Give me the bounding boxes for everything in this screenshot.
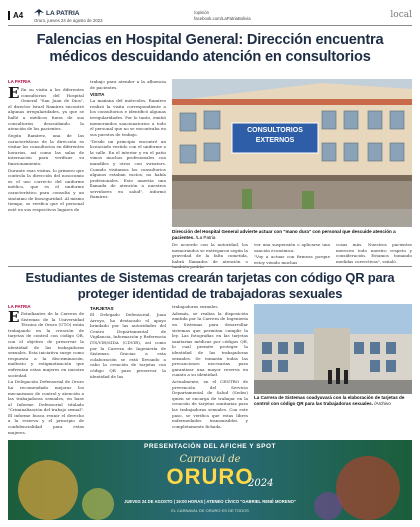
- article1-byline: LA PATRIA: [8, 79, 31, 84]
- paragraph: ver una suspensión o aplicarse una sanción económica.: [254, 242, 330, 253]
- sign-line1: CONSULTORIOS: [247, 127, 303, 134]
- dropcap: E: [8, 84, 20, 102]
- paragraph: trabajadoras sexuales.: [172, 304, 219, 309]
- article2-col2: [90, 304, 166, 437]
- article1-col2: [90, 79, 166, 257]
- article1-photo: [172, 79, 412, 227]
- subhead-visita: VISITA: [90, 92, 105, 98]
- condor-icon: [34, 9, 44, 17]
- article1-col4: [254, 242, 330, 265]
- article2-col1: [8, 308, 84, 437]
- article1-col5: [336, 242, 412, 262]
- paragraph: El Delegado Defensorial, Juan Arroyo, ha destacado el apoyo brindado por las autoridades del Centro Departamental de Vigilancia, Información y Referencia ITS/VIH/SIDA (CDVIR), así como por la Carrera de Ingeniería de Sistemas. Gracias a esta colaboración se está llevando a cabo la creación de tarjetas con código QR para preservar la identidad de las: [90, 312, 166, 379]
- caption-text: Dirección del Hospital General advierte actuar con "mano dura" con personal que descuide atención a pacientes.: [172, 229, 396, 240]
- article1-col3: [172, 242, 248, 270]
- ad-top-banner: PRESENTACIÓN DEL AFICHE Y SPOT: [143, 443, 277, 450]
- university-building-image: [254, 304, 412, 394]
- paragraph: "Voy a actuar con firmeza porque estoy viendo muchas: [254, 254, 330, 265]
- caption-credit: /Archivo: [374, 400, 391, 406]
- date-line: Oruro, jueves 24 de agosto de 2023: [34, 18, 103, 23]
- article2-caption: [254, 395, 412, 406]
- caption-credit: /La Patria: [195, 234, 216, 240]
- paragraph: Estudiantes de la Carrera de Sistemas de la Universidad Técnica de Oruro (UTO) están trabajando en la creación de tarjetas de control con código QR, con el objetivo de preservar la identidad de las trabajadoras sexuales. Esta iniciativa surge como respuesta a la discriminación, maltrato y estigmatización que enfrentan estas mujeres en nuestra sociedad.: [8, 311, 84, 378]
- divider: [8, 266, 412, 267]
- paragraph: Además, se realiza la disposición emitida por la Carrera de Ingeniería en Sistemas para desarrollar sistemas que permitan cumplir la ley. Las fotografías en las tarjetas sanitarias médicas por códigos QR, lo cual permite proteger la identidad de las trabajadoras sexuales. Se tomarán todas las precauciones necesarias para garantizar una mayor reserva en cuanto a su identidad.: [172, 310, 248, 378]
- ad-details: JUEVES 24 DE AGOSTO | 19:00 HORAS | ATENEO CÍVICO "GABRIEL RENÉ MORENO": [124, 499, 296, 504]
- paragraph: Actualmente, en el CENTRO de prevención del Servicio Departamental de Salud (Sedes) quien se encarga de trabajar en la creación de tarjetas sanitarias para las trabajadoras sexuales. Con este paso, se verifica que estas libres enfermedades transmisibles y completamente fichada.: [172, 379, 248, 429]
- dropcap: E: [8, 308, 20, 326]
- ad-year: 2024: [248, 478, 274, 489]
- carnaval-ad: [8, 440, 412, 520]
- subhead-tarjetas: TARJETAS: [90, 306, 114, 311]
- article2-col3: [172, 304, 248, 437]
- section-label: local: [390, 10, 412, 20]
- masthead-logo: [34, 9, 79, 17]
- masthead-text: LA PATRIA: [46, 9, 80, 17]
- article1-col1: [8, 84, 84, 257]
- article2-photo: [254, 304, 412, 394]
- paragraph: Durante esas visitas, lo primero que controla la dirección del nosocomio es el uso correcto del uniforme médico, que es el uniforme característico para consulta y un sinónimo de bioseguridad. Al mismo tiempo, se verifica que el personal esté en sus respectivos lugares de: [8, 167, 84, 212]
- paragraph: De acuerdo con la autoridad, los memorandos se entregaron según la gravedad de la falta cometida, habrá llamados de atención o también podría: [172, 242, 248, 270]
- article2-byline: LA PATRIA: [8, 304, 31, 309]
- paragraph: cosas más. Nuestros pacientes merecen todo nuestro respeto y consideración. Estamos tomando medidas correctivas", señaló.: [336, 242, 412, 264]
- facebook-label: /opinión: [194, 10, 210, 15]
- ad-footer: EL CARNAVAL DE ORURO ES DE TODOS: [171, 508, 249, 513]
- hospital-building-image: [172, 79, 412, 227]
- article1-headline: Falencias en Hospital General: Dirección encuentra médicos descuidando atención en consultorios: [36, 32, 384, 65]
- article2-headline: Estudiantes de Sistemas crearán tarjetas con código QR para proteger identidad de trabajadoras sexuales: [25, 270, 395, 301]
- ad-title-script: Carnaval de: [179, 454, 241, 465]
- paragraph: La Delegación Defensorial de Oruro ha recomendado mejorar los mecanismos de control y atención a las trabajadoras sexuales, en base al Informe Defensorial titulado "Criminalización del trabajo sexual". El informe busca reunir el derecho a la reserva y el principio de confidencialidad para estas mujeres.: [8, 379, 84, 435]
- paragraph: En su visita a los diferentes consultorios del Hospital General "San Juan de Dios", el director Israel Ramírez encontró algunas irregularidades, ya que se halló a médicos fuera de sus consultorios descuidando la atención de los pacientes.: [8, 87, 84, 132]
- caption-text: La Carrera de Sistemas coadyuvará con la elaboración de tarjetas de control con código QR para las trabajadoras sexuales.: [254, 395, 405, 406]
- page-number: A4: [8, 11, 23, 20]
- ad-title-main: ORURO: [166, 464, 254, 489]
- paragraph: "Desde un principio encontré un licenciado vestido con el uniforme a la calle. En el interior y en el patio vimos muchos profesionales con mandiles y otros con sweaters. Cuando visitamos los consultorios algunos estaban vacíos, no había profesionales. Esto amerita una llamada de atención a nuestros servidores en salud", informó Ramírez.: [90, 138, 166, 200]
- facebook-url[interactable]: facebook.com/LaPatriaBolivia: [194, 16, 251, 21]
- paragraph: Según Ramírez, una de las características de la dirección es visitar los consultorios en diferentes horarios, así como las salas de internación para verificar su funcionamiento.: [8, 132, 84, 166]
- sign-line2: EXTERNOS: [255, 137, 295, 144]
- paragraph: trabajo para atender a la afluencia de pacientes.: [90, 79, 166, 90]
- article1-caption: [172, 229, 412, 240]
- page-header: [8, 8, 412, 26]
- paragraph: La mañana del miércoles, Ramírez realizó la visita correspondiente a los consultorios e identificó algunas irregularidades. Por lo tanto, emitió memorandos sancionatorios a todo el personal que no se encontraba en sus puestos de trabajo.: [90, 98, 166, 137]
